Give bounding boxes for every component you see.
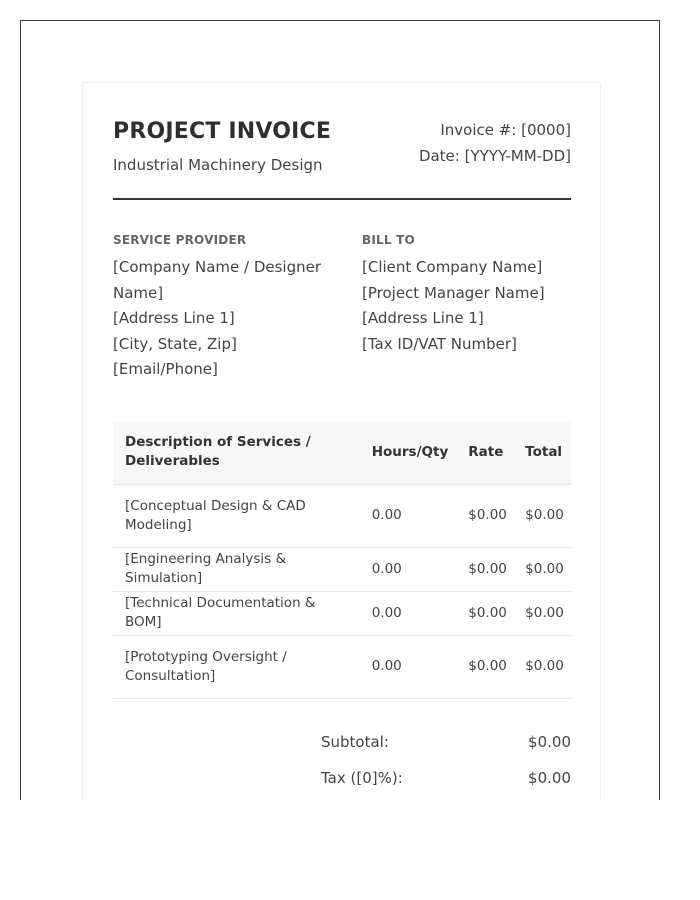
totals-block bbox=[321, 733, 571, 800]
table-row bbox=[113, 484, 571, 547]
row-description: [Engineering Analysis & Simulation] bbox=[113, 547, 360, 591]
provider-line: [Address Line 1] bbox=[113, 309, 235, 328]
subtotal-row bbox=[321, 733, 571, 769]
table-row bbox=[113, 591, 571, 635]
header-hours: Hours/Qty bbox=[360, 421, 457, 484]
header-total: Total bbox=[513, 421, 571, 484]
table-row bbox=[113, 635, 571, 698]
row-description: [Technical Documentation & BOM] bbox=[113, 591, 360, 635]
subtotal-label: Subtotal: bbox=[321, 733, 389, 751]
invoice-number: Invoice #: [0000] bbox=[440, 121, 571, 139]
header-divider bbox=[113, 198, 571, 200]
header-description: Description of Services / Deliverables bbox=[113, 421, 360, 484]
service-provider-label: SERVICE PROVIDER bbox=[113, 233, 247, 247]
row-total: $0.00 bbox=[513, 484, 571, 547]
invoice-title: PROJECT INVOICE bbox=[113, 119, 332, 144]
bill-to-line: [Client Company Name] bbox=[362, 258, 543, 276]
row-hours: 0.00 bbox=[360, 591, 457, 635]
bill-to-block bbox=[362, 233, 592, 357]
bill-to-label: BILL TO bbox=[362, 233, 415, 247]
row-hours: 0.00 bbox=[360, 635, 457, 698]
tax-row bbox=[321, 769, 571, 800]
tax-value: $0.00 bbox=[528, 769, 571, 787]
invoice-sheet bbox=[82, 82, 601, 800]
provider-line: [Company Name / Designer Name] bbox=[113, 258, 322, 302]
tax-label: Tax ([0]%): bbox=[321, 769, 403, 787]
row-description: [Prototyping Oversight / Consultation] bbox=[113, 635, 360, 698]
row-rate: $0.00 bbox=[456, 484, 513, 547]
service-provider-block bbox=[113, 233, 343, 383]
services-table bbox=[113, 421, 571, 699]
row-total: $0.00 bbox=[513, 547, 571, 591]
row-hours: 0.00 bbox=[360, 547, 457, 591]
row-rate: $0.00 bbox=[456, 547, 513, 591]
row-rate: $0.00 bbox=[456, 591, 513, 635]
document-frame bbox=[20, 20, 660, 800]
row-total: $0.00 bbox=[513, 635, 571, 698]
bill-to-line: [Address Line 1] bbox=[362, 309, 484, 328]
row-hours: 0.00 bbox=[360, 484, 457, 547]
table-header-row bbox=[113, 421, 571, 484]
row-rate: $0.00 bbox=[456, 635, 513, 698]
invoice-date: Date: [YYYY-MM-DD] bbox=[418, 147, 571, 165]
row-total: $0.00 bbox=[513, 591, 571, 635]
header-rate: Rate bbox=[456, 421, 513, 484]
bill-to-line: [Tax ID/VAT Number] bbox=[362, 334, 517, 353]
row-description: [Conceptual Design & CAD Modeling] bbox=[113, 484, 360, 547]
invoice-meta bbox=[419, 117, 571, 169]
subtotal-value: $0.00 bbox=[528, 733, 571, 751]
provider-line: [Email/Phone] bbox=[113, 360, 218, 379]
bill-to-line: [Project Manager Name] bbox=[362, 283, 545, 302]
table-row bbox=[113, 547, 571, 591]
invoice-subtitle: Industrial Machinery Design bbox=[113, 156, 323, 174]
provider-line: [City, State, Zip] bbox=[113, 334, 237, 353]
